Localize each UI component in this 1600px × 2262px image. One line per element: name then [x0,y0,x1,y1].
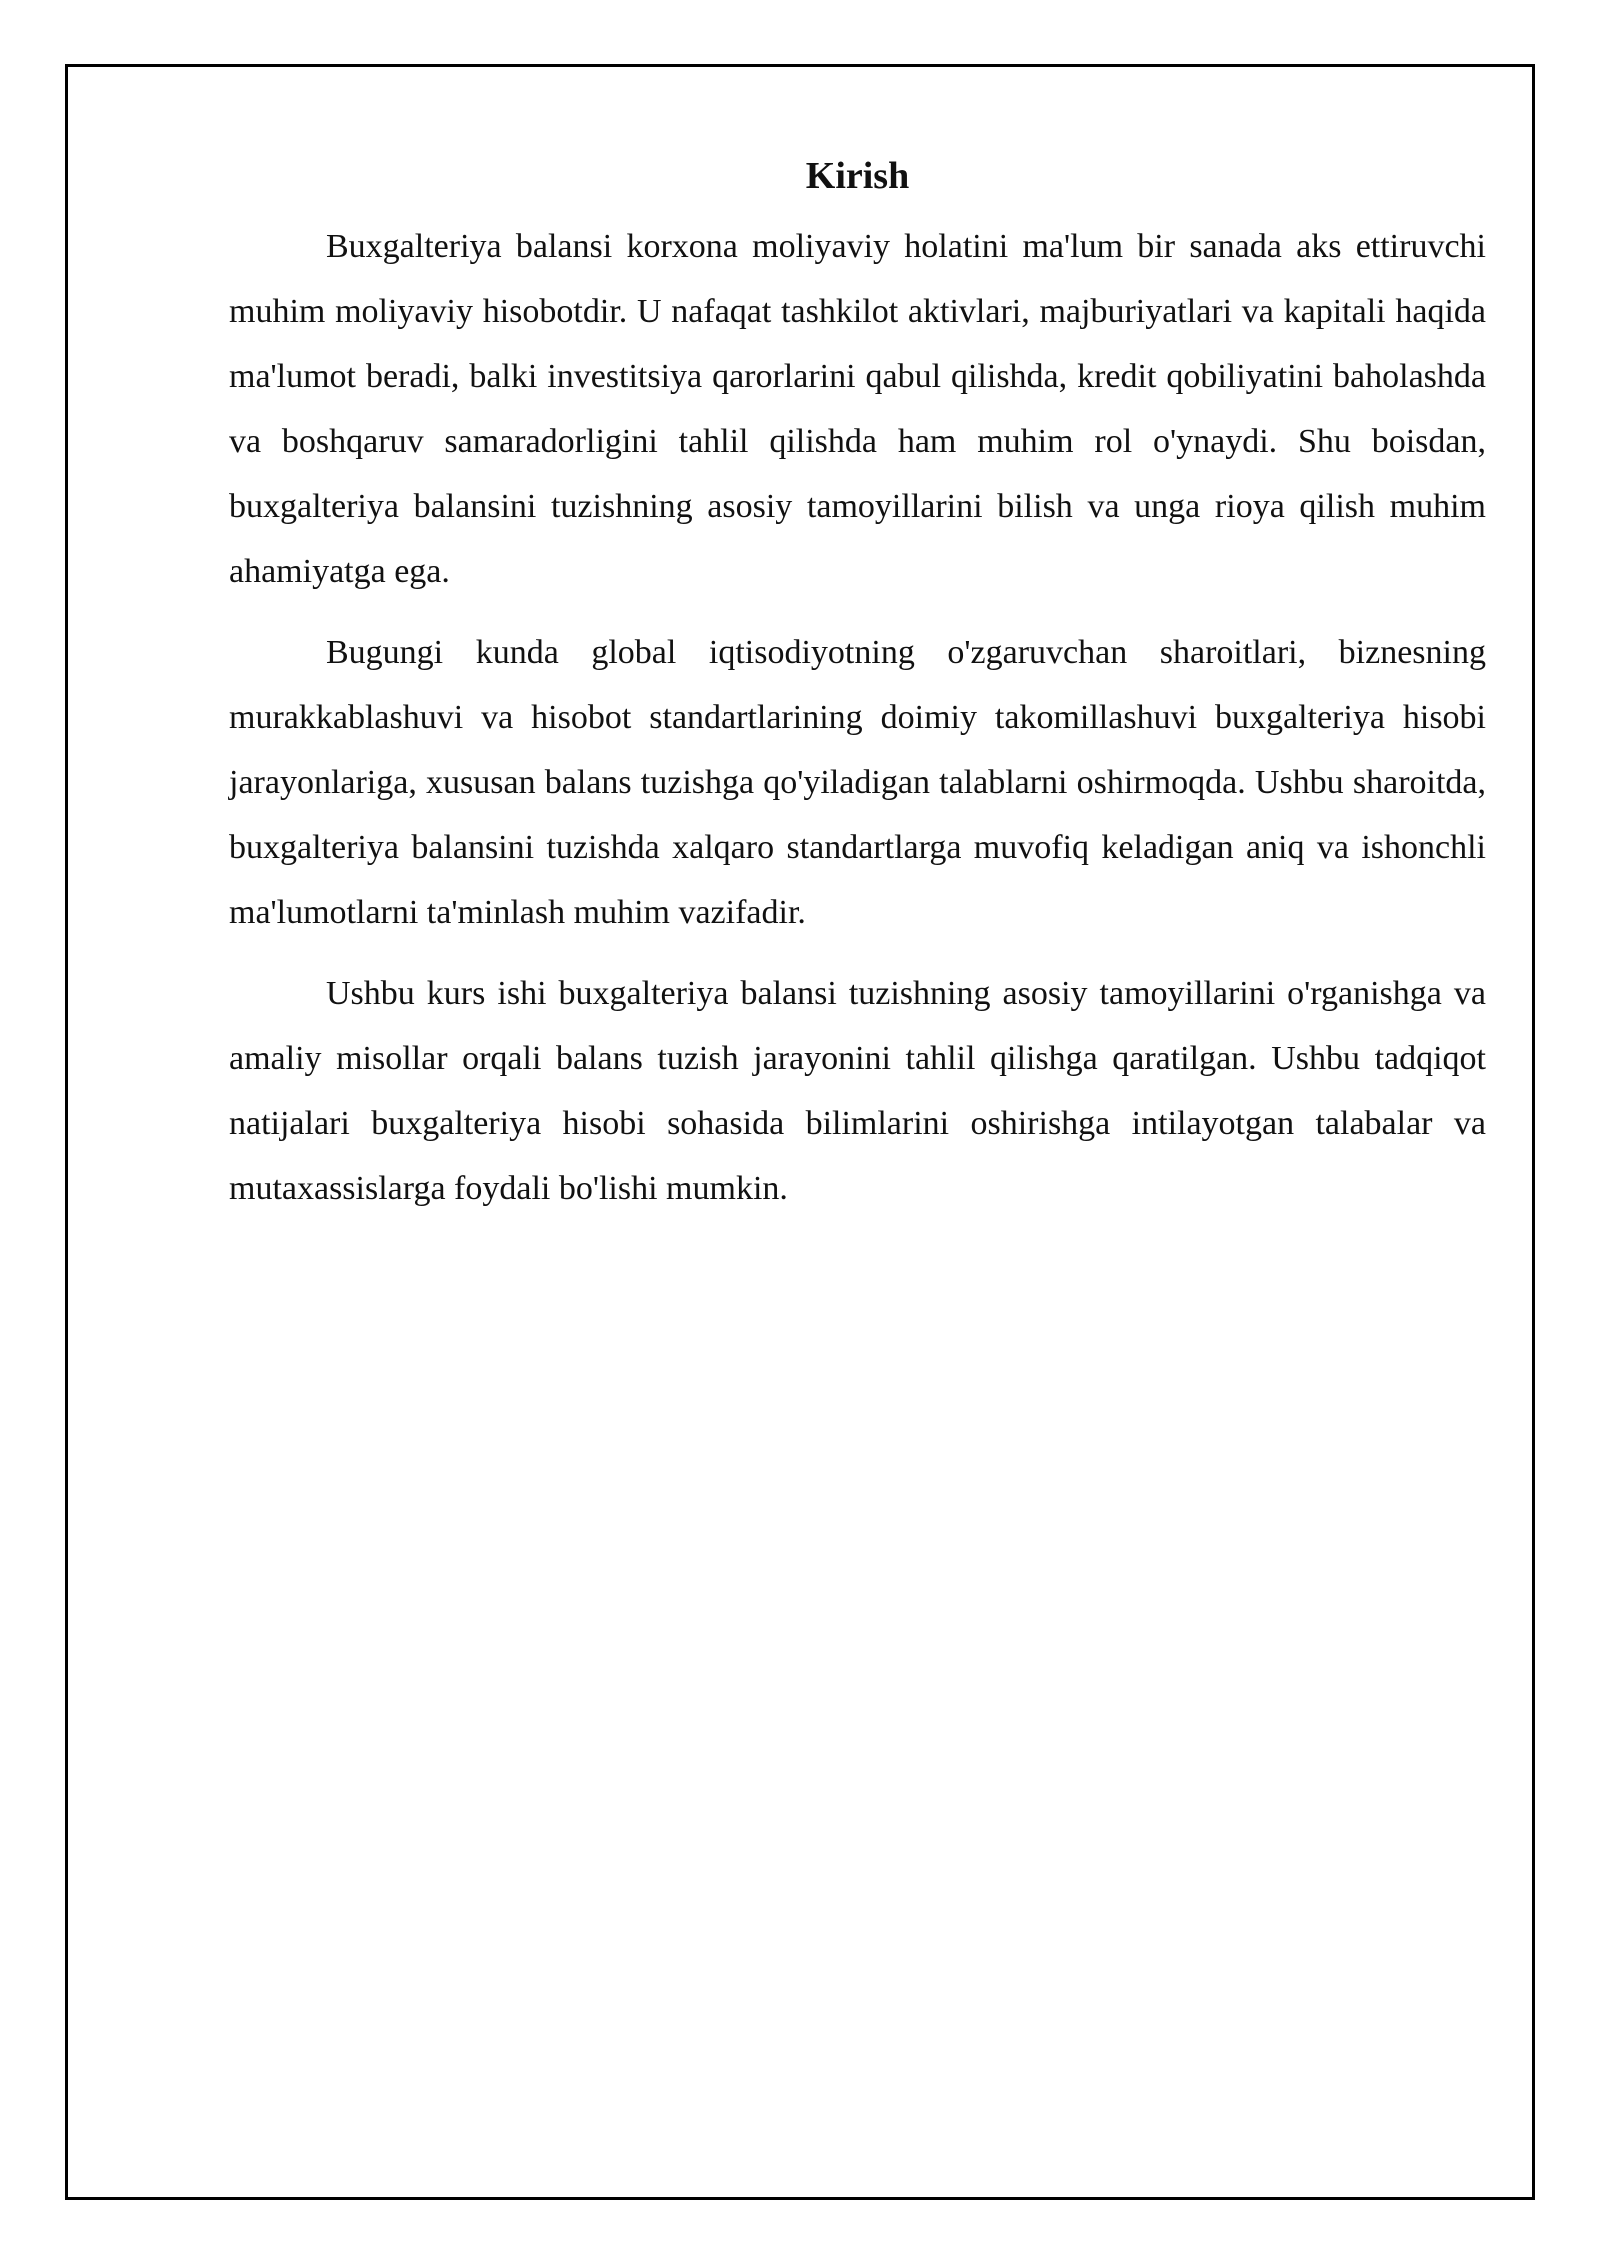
page-title: Kirish [805,155,910,197]
paragraph-1: Buxgalteriya balansi korxona moliyaviy holatini ma'lum bir sanada aks ettiruvchi muhim moliyaviy hisobotdir. U nafaqat tashkilot aktivlari, majburiyatlari va kapitali haqida ma'lumot beradi, balki investitsiya qarorlarini qabul qilishda, kredit qobiliyatini baholashda va boshqaruv samaradorligini tahlil qilishda ham muhim rol o'ynaydi. Shu boisdan, buxgalteriya balansini tuzishning asosiy tamoyillarini bilish va unga rioya qilish muhim ahamiyatga ega. [229,228,1486,590]
paragraph-2: Bugungi kunda global iqtisodiyotning o'zgaruvchan sharoitlari, biznesning murakkablashuvi va hisobot standartlarining doimiy takomillashuvi buxgalteriya hisobi jarayonlariga, xususan balans tuzishga qo'yiladigan talablarni oshirmoqda. Ushbu sharoitda, buxgalteriya balansini tuzishda xalqaro standartlarga muvofiq keladigan aniq va ishonchli ma'lumotlarni ta'minlash muhim vazifadir. [229,634,1486,931]
document-body [229,148,1486,1237]
paragraph-3: Ushbu kurs ishi buxgalteriya balansi tuzishning asosiy tamoyillarini o'rganishga va amaliy misollar orqali balans tuzish jarayonini tahlil qilishga qaratilgan. Ushbu tadqiqot natijalari buxgalteriya hisobi sohasida bilimlarini oshirishga intilayotgan talabalar va mutaxassislarga foydali bo'lishi mumkin. [229,975,1486,1207]
